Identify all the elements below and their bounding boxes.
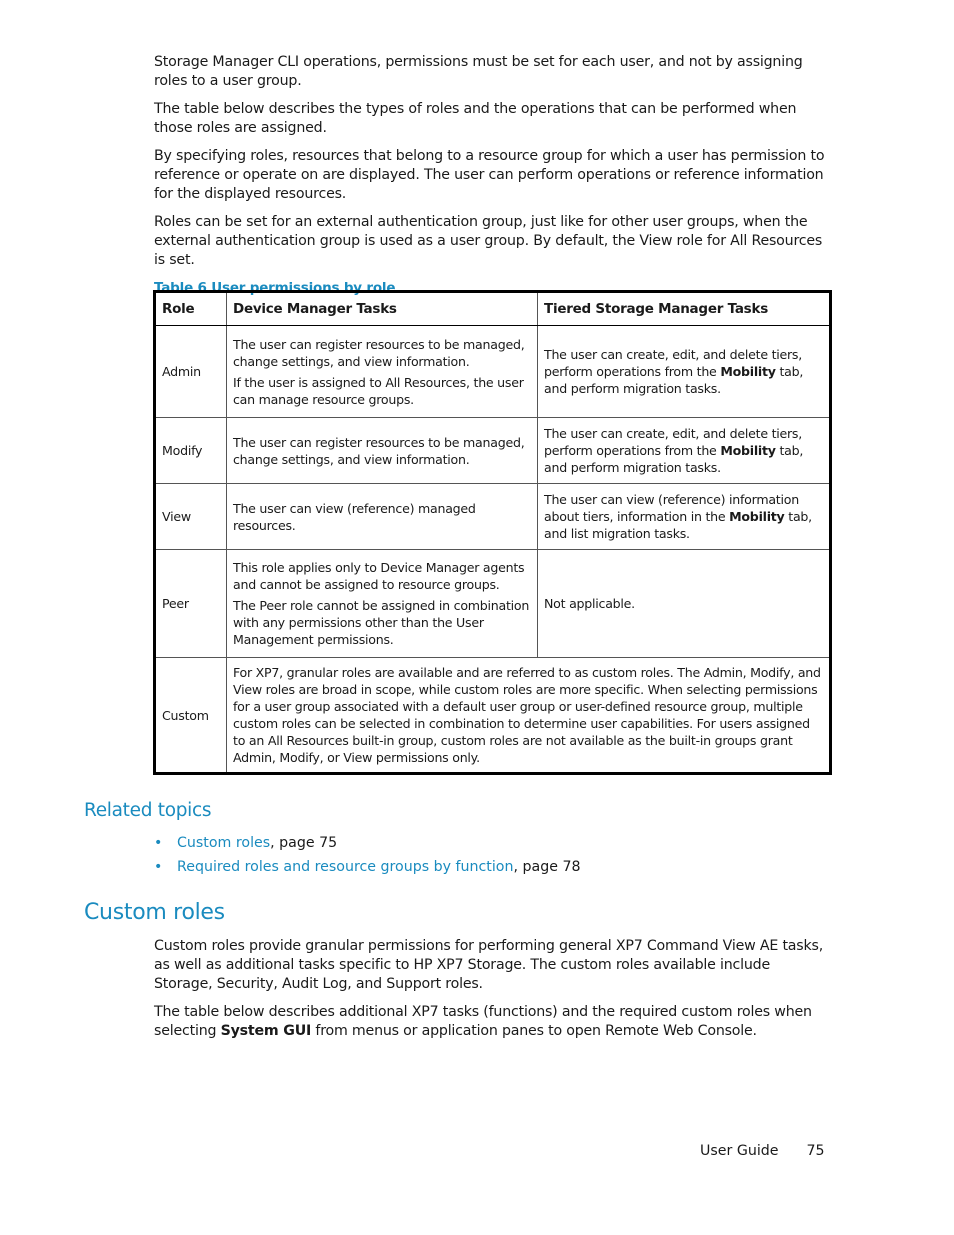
cell-text: tab, and perform migration tasks. <box>544 364 804 396</box>
device-manager-cell <box>227 326 538 418</box>
role-cell: Admin <box>155 326 227 418</box>
cell-text: The Peer role cannot be assigned in combination with any permissions other than the User Management permissions. <box>233 598 530 647</box>
table-row <box>155 658 831 774</box>
role-cell: Custom <box>155 658 227 774</box>
custom-roles-link[interactable]: Custom roles <box>177 835 271 851</box>
bullet-icon: • <box>154 859 163 875</box>
role-cell: View <box>155 484 227 550</box>
cell-text: This role applies only to Device Manager agents and cannot be assigned to resource groups. <box>233 560 525 592</box>
system-gui-term: System GUI <box>220 1023 312 1039</box>
header-device-manager: Device Manager Tasks <box>227 292 538 326</box>
list-item <box>154 831 581 855</box>
custom-role-description-cell: For XP7, granular roles are available and are referred to as custom roles. The Admin, Modify, and View roles are broad in scope, while custom roles are more specific. When selecting permissions for a user group associated with a default user group or user-defined resource group, multiple custom roles can be selected in combination to determine user capabilities. For users assigned to an All Resources built-in group, custom roles are not available as the built-in groups grant Admin, Modify, or View permissions only. <box>227 658 831 774</box>
table-caption: Table 6 User permissions by role <box>154 280 396 296</box>
cell-text: The user can view (reference) managed resources. <box>233 500 476 533</box>
bullet-icon: • <box>154 835 163 851</box>
cell-text: The user can create, edit, and delete tiers, perform operations from the <box>544 426 802 458</box>
custom-roles-heading: Custom roles <box>84 900 225 925</box>
cell-text: The user can register resources to be managed, change settings, and view information. <box>233 336 525 369</box>
intro-paragraph-3: By specifying roles, resources that belong to a resource group for which a user has permission to reference or operate on are displayed. The user can perform operations or reference information for the displayed resources. <box>154 148 825 202</box>
custom-roles-paragraph-1: Custom roles provide granular permissions for performing general XP7 Command View AE tasks, as well as additional tasks specific to HP XP7 Storage. The custom roles available include Storage, Security, Audit Log, and Support roles. <box>154 938 824 992</box>
page-reference: , page 78 <box>513 859 581 875</box>
table-row <box>155 326 831 418</box>
custom-roles-paragraph-2 <box>154 1003 830 1041</box>
header-tiered-storage: Tiered Storage Manager Tasks <box>538 292 831 326</box>
list-item <box>154 855 581 879</box>
paragraph-text: from menus or application panes to open Remote Web Console. <box>311 1023 757 1039</box>
footer-label: User Guide <box>700 1143 779 1159</box>
cell-text: The user can view (reference) information about tiers, information in the <box>544 492 799 524</box>
tiered-storage-cell <box>538 418 831 484</box>
table-row <box>155 418 831 484</box>
table-row <box>155 550 831 658</box>
cell-text: The user can register resources to be managed, change settings, and view information. <box>233 434 525 467</box>
device-manager-cell <box>227 484 538 550</box>
related-topics-heading: Related topics <box>84 800 212 821</box>
device-manager-cell <box>227 418 538 484</box>
page-number: 75 <box>806 1143 825 1159</box>
header-role: Role <box>155 292 227 326</box>
cell-text: tab, and perform migration tasks. <box>544 443 804 475</box>
role-cell: Peer <box>155 550 227 658</box>
custom-roles-section <box>154 937 830 1050</box>
tiered-storage-cell <box>538 326 831 418</box>
page-footer <box>700 1143 825 1159</box>
role-cell: Modify <box>155 418 227 484</box>
device-manager-cell <box>227 550 538 658</box>
intro-section <box>154 53 830 307</box>
user-permissions-table <box>153 290 832 775</box>
table-header-row <box>155 292 831 326</box>
cell-text: tab, and list migration tasks. <box>544 509 812 541</box>
intro-paragraph-1: Storage Manager CLI operations, permissions must be set for each user, and not by assigning roles to a user group. <box>154 54 803 89</box>
page-reference: , page 75 <box>270 835 338 851</box>
related-topics-list <box>154 831 581 879</box>
intro-paragraph-4: Roles can be set for an external authentication group, just like for other user groups, when the external authentication group is used as a user group. By default, the View role for All Resources is set. <box>154 214 823 268</box>
cell-text: The user can create, edit, and delete tiers, perform operations from the <box>544 347 802 379</box>
tiered-storage-cell: Not applicable. <box>538 550 831 658</box>
required-roles-link[interactable]: Required roles and resource groups by function <box>177 859 514 875</box>
cell-bold-text: Mobility <box>720 364 776 379</box>
paragraph-text: The table below describes additional XP7 tasks (functions) and the required custom roles when selecting <box>154 1004 812 1039</box>
intro-paragraph-2: The table below describes the types of roles and the operations that can be performed when those roles are assigned. <box>154 101 797 136</box>
cell-bold-text: Mobility <box>729 509 785 524</box>
cell-text: If the user is assigned to All Resources, the user can manage resource groups. <box>233 374 524 407</box>
tiered-storage-cell <box>538 484 831 550</box>
cell-bold-text: Mobility <box>720 443 776 458</box>
table-row <box>155 484 831 550</box>
